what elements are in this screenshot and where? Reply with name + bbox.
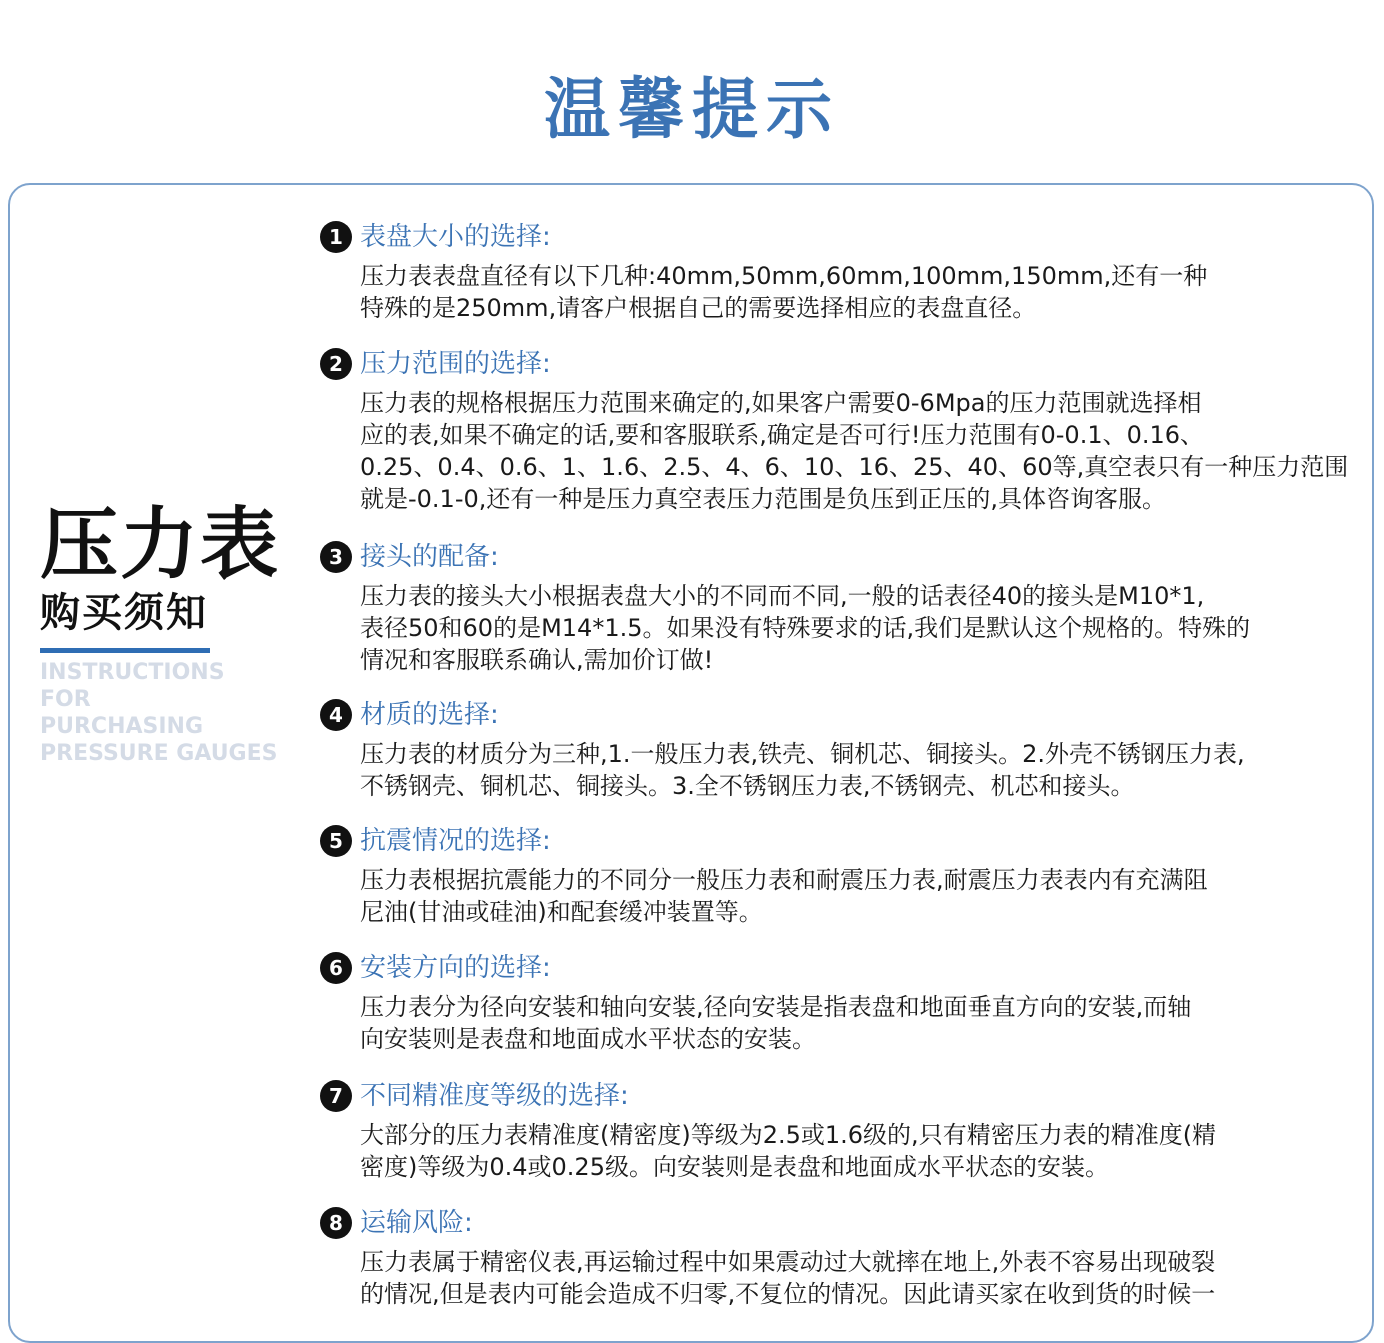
item-text: 压力表根据抗震能力的不同分一般压力表和耐震压力表,耐震压力表表内有充满阻: [360, 866, 1208, 894]
item-title: 运输风险:: [360, 1208, 473, 1238]
item-text: 0.25、0.4、0.6、1、1.6、2.5、4、6、10、16、25、40、60等,真空表只有一种压力范围: [360, 453, 1349, 481]
number-badge: 4: [320, 699, 352, 731]
notice-item: [318, 949, 1358, 1077]
item-text: 压力表属于精密仪表,再运输过程中如果震动过大就摔在地上,外表不容易出现破裂: [360, 1248, 1216, 1276]
item-text: 压力表的材质分为三种,1.一般压力表,铁壳、铜机芯、铜接头。2.外壳不锈钢压力表,: [360, 740, 1245, 768]
item-text: 压力表的接头大小根据表盘大小的不同而不同,一般的话表径40的接头是M10*1,: [360, 582, 1205, 610]
item-title: 安装方向的选择:: [360, 953, 551, 983]
item-text: 压力表的规格根据压力范围来确定的,如果客户需要0-6Mpa的压力范围就选择相: [360, 389, 1202, 417]
item-text: 密度)等级为0.4或0.25级。向安装则是表盘和地面成水平状态的安装。: [360, 1153, 1109, 1181]
number-badge: 6: [320, 952, 352, 984]
number-badge: 7: [320, 1080, 352, 1112]
number-badge: 3: [320, 541, 352, 573]
item-text: 的情况,但是表内可能会造成不归零,不复位的情况。因此请买家在收到货的时候一: [360, 1280, 1216, 1308]
sidebar-rule: [40, 648, 210, 653]
item-title: 压力范围的选择:: [360, 349, 551, 379]
item-text: 大部分的压力表精准度(精密度)等级为2.5或1.6级的,只有精密压力表的精准度(精: [360, 1121, 1217, 1149]
number-badge: 8: [320, 1207, 352, 1239]
notice-item: [318, 822, 1358, 949]
sidebar-english: [40, 659, 300, 767]
sidebar-title: 压力表: [40, 500, 281, 590]
sidebar-english-line: FOR: [40, 687, 91, 712]
item-text: 表径50和60的是M14*1.5。如果没有特殊要求的话,我们是默认这个规格的。特殊的: [360, 614, 1251, 642]
number-badge: 1: [320, 221, 352, 253]
item-text: 就是-0.1-0,还有一种是压力真空表压力范围是负压到正压的,具体咨询客服。: [360, 485, 1167, 513]
number-badge: 5: [320, 825, 352, 857]
sidebar-subtitle: 购买须知: [40, 590, 208, 636]
item-text: 情况和客服联系确认,需加价订做!: [360, 646, 714, 674]
item-text: 压力表表盘直径有以下几种:40mm,50mm,60mm,100mm,150mm,还有一种: [360, 262, 1208, 290]
item-title: 接头的配备:: [360, 542, 499, 572]
item-text: 尼油(甘油或硅油)和配套缓冲装置等。: [360, 898, 763, 926]
item-title: 表盘大小的选择:: [360, 222, 551, 252]
item-text: 不锈钢壳、铜机芯、铜接头。3.全不锈钢压力表,不锈钢壳、机芯和接头。: [360, 772, 1135, 800]
item-text: 应的表,如果不确定的话,要和客服联系,确定是否可行!压力范围有0-0.1、0.16、: [360, 421, 1205, 449]
sidebar-english-line: PRESSURE GAUGES: [40, 741, 278, 766]
item-text: 压力表分为径向安装和轴向安装,径向安装是指表盘和地面垂直方向的安装,而轴: [360, 993, 1192, 1021]
sidebar-english-line: INSTRUCTIONS: [40, 660, 225, 685]
notice-item: [318, 1204, 1358, 1314]
notice-item: [318, 696, 1358, 822]
notice-item: [318, 538, 1358, 696]
item-title: 材质的选择:: [360, 700, 499, 730]
notice-item: [318, 345, 1358, 538]
number-badge: 2: [320, 348, 352, 380]
item-text: 向安装则是表盘和地面成水平状态的安装。: [360, 1025, 816, 1053]
notice-item: [318, 218, 1358, 338]
sidebar-heading: [40, 500, 300, 767]
page-title: 温馨提示: [544, 71, 840, 148]
notice-item: [318, 1077, 1358, 1204]
item-title: 不同精准度等级的选择:: [360, 1081, 629, 1111]
notice-list: [318, 218, 1358, 1314]
sidebar-english-line: PURCHASING: [40, 714, 204, 739]
item-text: 特殊的是250mm,请客户根据自己的需要选择相应的表盘直径。: [360, 294, 1037, 322]
item-title: 抗震情况的选择:: [360, 826, 551, 856]
